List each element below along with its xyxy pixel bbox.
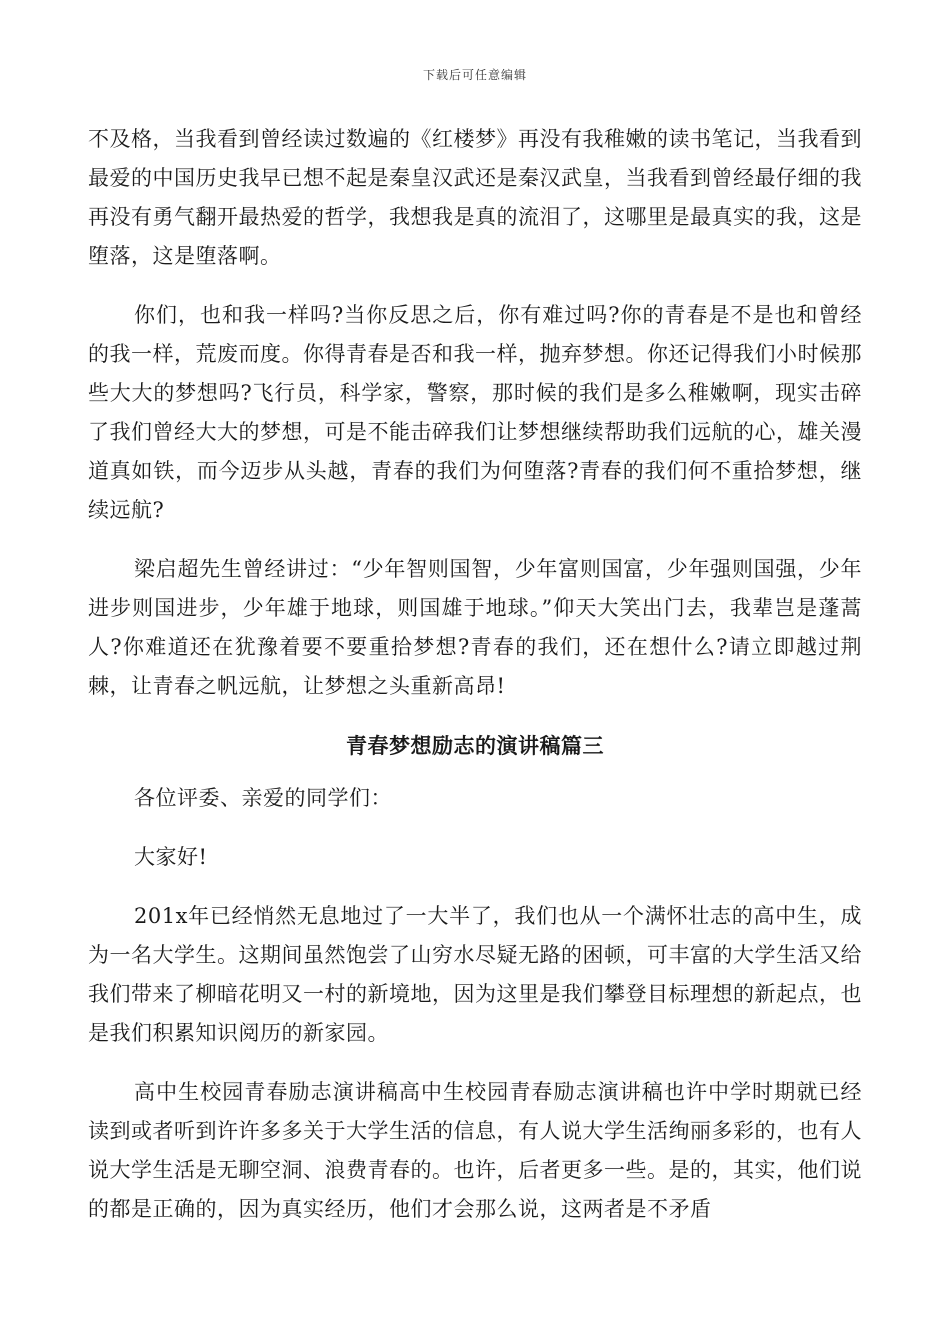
salutation: 各位评委、亲爱的同学们： <box>134 786 392 810</box>
paragraph: 梁启超先生曾经讲过：“少年智则国智，少年富则国富，少年强则国强，少年进步则国进步，少年雄于地球，则国雄于地球。”仰天大笑出门去，我辈岂是蓬蒿人?你难道还在犹豫着要不要重拾梦想?青春的我们，还在想什么?请立即越过荆棘，让青春之帆远航，让梦想之头重新高昂! <box>88 557 862 698</box>
section-title: 青春梦想励志的演讲稿篇三 <box>346 733 604 758</box>
paragraph-continuation: 不及格，当我看到曾经读过数遍的《红楼梦》再没有我稚嫩的读书笔记，当我看到最爱的中国历史我早已想不起是秦皇汉武还是秦汉武皇，当我看到曾经最仔细的我再没有勇气翻开最热爱的哲学，我想我是真的流泪了，这哪里是最真实的我，这是堕落，这是堕落啊。 <box>88 127 862 268</box>
greeting: 大家好! <box>134 845 208 869</box>
paragraph: 你们，也和我一样吗?当你反思之后，你有难过吗?你的青春是不是也和曾经的我一样，荒废而度。你得青春是否和我一样，抛弃梦想。你还记得我们小时候那些大大的梦想吗?飞行员，科学家，警察，那时候的我们是多么稚嫩啊，现实击碎了我们曾经大大的梦想，可是不能击碎我们让梦想继续帮助我们远航的心，雄关漫道真如铁，而今迈步从头越，青春的我们为何堕落?青春的我们何不重拾梦想，继续远航? <box>88 303 862 522</box>
paragraph: 高中生校园青春励志演讲稿高中生校园青春励志演讲稿也许中学时期就已经读到或者听到许许多多关于大学生活的信息，有人说大学生活绚丽多彩的，也有人说大学生活是无聊空洞、浪费青春的。也许，后者更多一些。是的，其实，他们说的都是正确的，因为真实经历，他们才会那么说，这两者是不矛盾 <box>88 1080 862 1221</box>
document-body <box>88 120 862 1249</box>
header-note: 下载后可任意编辑 <box>422 68 527 82</box>
paragraph: 201x年已经悄然无息地过了一大半了，我们也从一个满怀壮志的高中生，成为一名大学生。这期间虽然饱尝了山穷水尽疑无路的困顿，可丰富的大学生活又给我们带来了柳暗花明又一村的新境地，因为这里是我们攀登目标理想的新起点，也是我们积累知识阅历的新家园。 <box>88 904 862 1045</box>
